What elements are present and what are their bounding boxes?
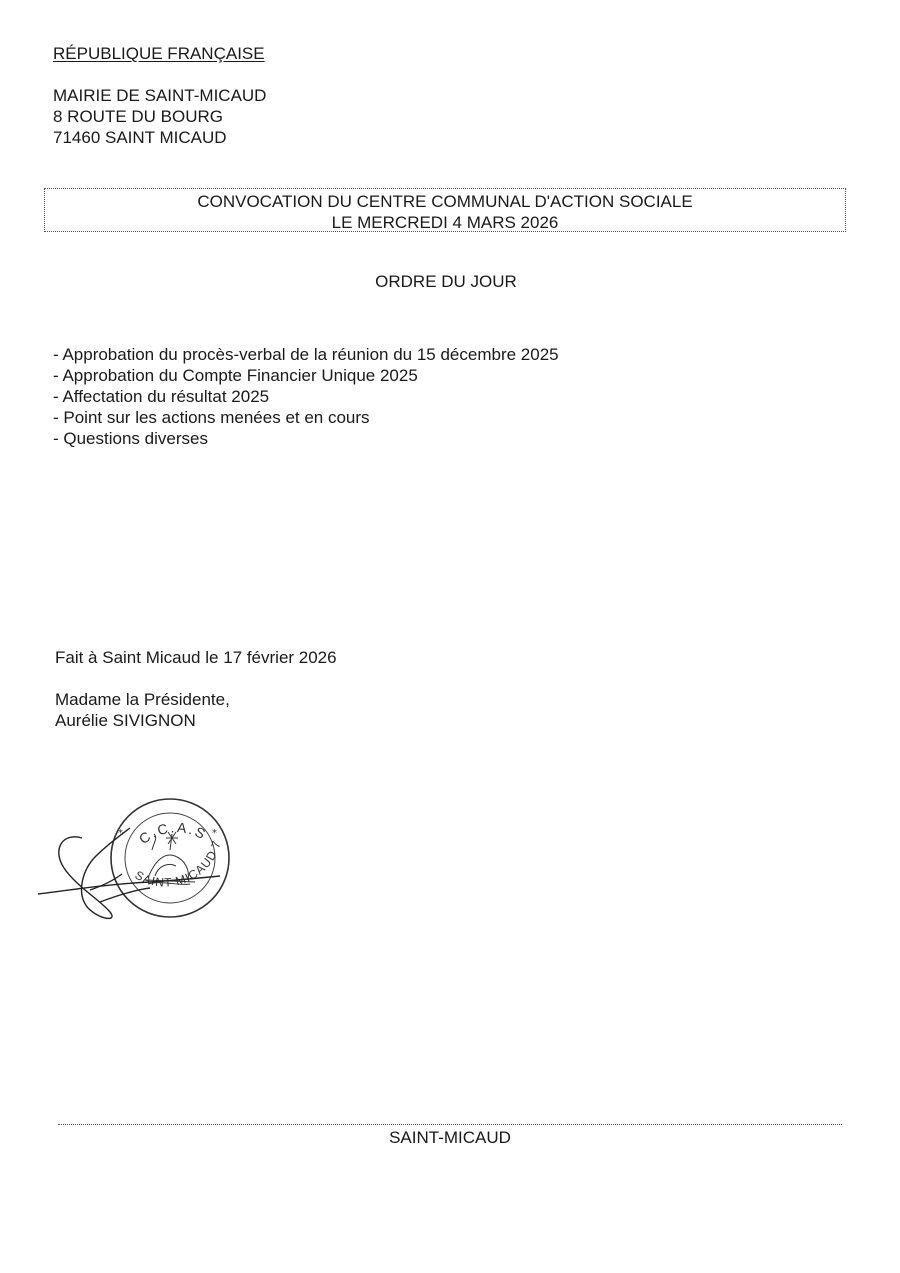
footer-divider <box>58 1124 842 1125</box>
republique-heading: RÉPUBLIQUE FRANÇAISE <box>53 44 265 63</box>
footer-commune-name: SAINT-MICAUD <box>389 1128 511 1147</box>
svg-text:*: * <box>212 828 217 839</box>
agenda-item: - Approbation du Compte Financier Unique 2025 <box>53 366 418 385</box>
signatory-role: Madame la Présidente, <box>55 690 230 709</box>
svg-text:*: * <box>118 828 123 839</box>
stamp-top-text: C.C.A.S <box>135 819 210 848</box>
agenda-item: - Questions diverses <box>53 429 208 448</box>
signatory <box>55 689 230 731</box>
place-and-date: Fait à Saint Micaud le 17 février 2026 <box>55 648 337 667</box>
convocation-title: CONVOCATION DU CENTRE COMMUNAL D'ACTION SOCIALE <box>197 192 693 211</box>
meeting-date: LE MERCREDI 4 MARS 2026 <box>331 213 559 232</box>
signatory-name: Aurélie SIVIGNON <box>55 711 196 730</box>
agenda-item: - Point sur les actions menées et en cours <box>53 408 370 427</box>
agenda-item: - Approbation du procès-verbal de la réunion du 15 décembre 2025 <box>53 345 559 364</box>
address-line: MAIRIE DE SAINT-MICAUD <box>53 86 267 105</box>
mairie-address <box>53 85 266 148</box>
agenda-title: ORDRE DU JOUR <box>375 272 517 291</box>
convocation-title-box <box>44 188 846 232</box>
signature-and-stamp <box>30 790 250 930</box>
address-line: 8 ROUTE DU BOURG <box>53 107 224 126</box>
stamp-bottom-text: SAINT MICAUD 7 <box>132 838 224 890</box>
agenda-list <box>53 344 559 449</box>
official-stamp-icon <box>30 790 250 930</box>
address-line: 71460 SAINT MICAUD <box>53 128 227 147</box>
agenda-item: - Affectation du résultat 2025 <box>53 387 270 406</box>
